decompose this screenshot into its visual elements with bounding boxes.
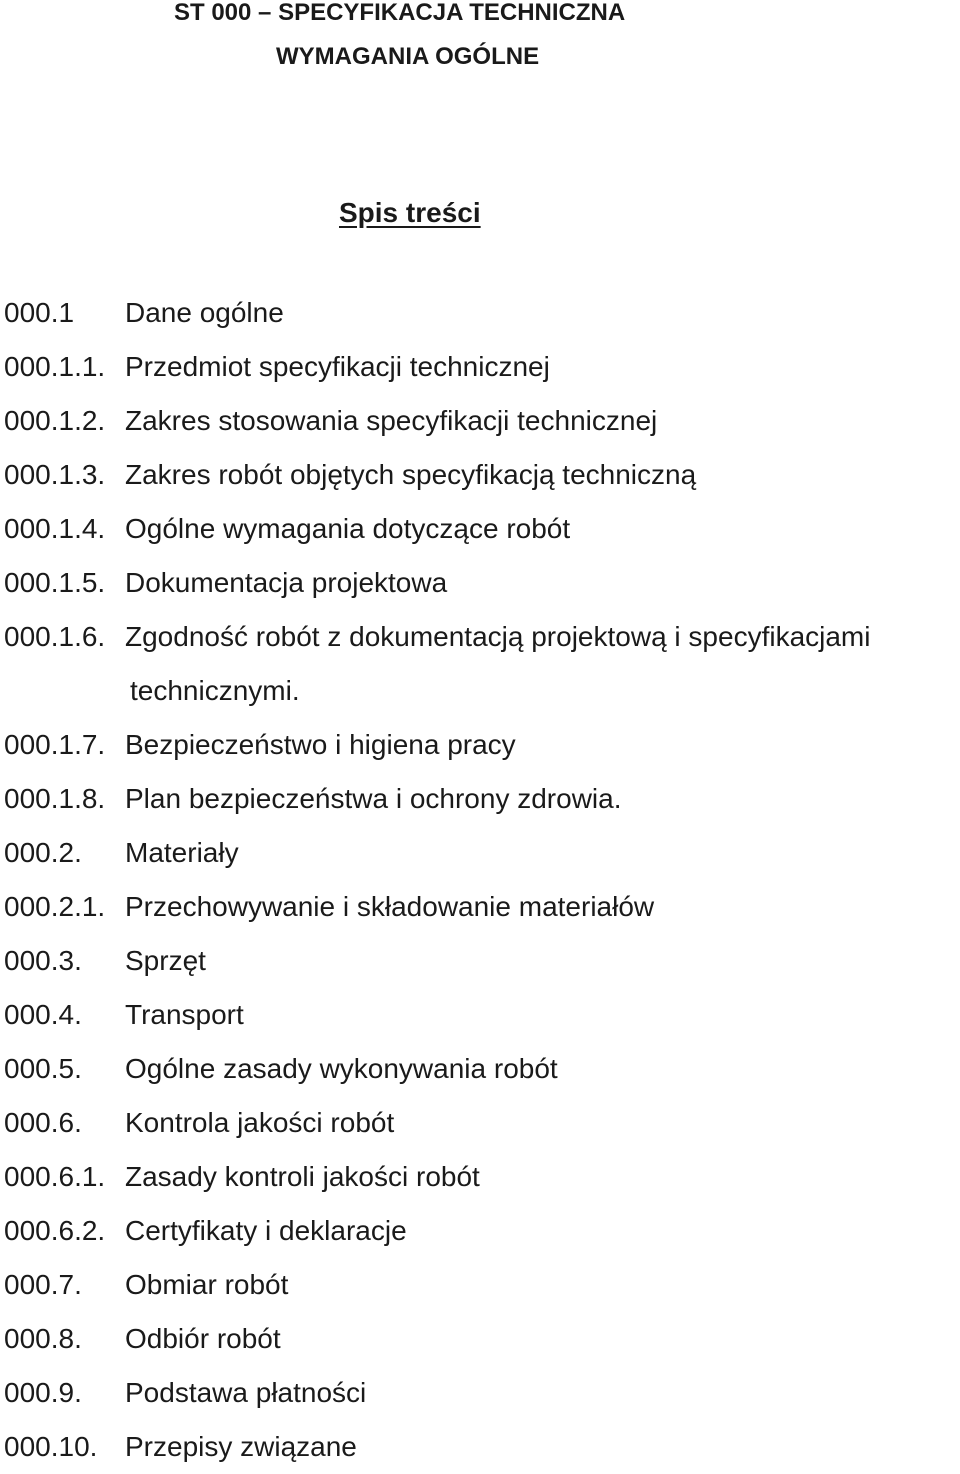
toc-entry-continuation[interactable]: [0, 664, 960, 718]
toc-entry-number: 000.1.2.: [4, 405, 106, 436]
toc-entry[interactable]: [0, 880, 960, 934]
toc-entry-number: 000.6.2.: [4, 1215, 106, 1246]
toc-entry-number: 000.7.: [4, 1269, 82, 1300]
toc-entry-label: Dokumentacja projektowa: [125, 567, 448, 598]
toc-entry-label: Przepisy związane: [125, 1431, 357, 1462]
toc-entry[interactable]: [0, 394, 960, 448]
document-header-subtitle: WYMAGANIA OGÓLNE: [276, 43, 540, 70]
toc-entry[interactable]: [0, 718, 960, 772]
toc-entry-label: Ogólne zasady wykonywania robót: [125, 1053, 558, 1084]
toc-entry-number: 000.1.7.: [4, 729, 106, 760]
toc-entry-label: Przechowywanie i składowanie materiałów: [125, 891, 655, 922]
toc-entry[interactable]: [0, 1312, 960, 1366]
toc-entry-number: 000.2.: [4, 837, 82, 868]
toc-entry[interactable]: [0, 826, 960, 880]
toc-entry-number: 000.2.1.: [4, 891, 106, 922]
toc-entry-label: Zasady kontroli jakości robót: [125, 1161, 480, 1192]
toc-entry-label: Transport: [125, 999, 244, 1030]
toc-entry-label: Zakres robót objętych specyfikacją techniczną: [125, 459, 697, 490]
toc-entry[interactable]: [0, 1258, 960, 1312]
toc-entry[interactable]: [0, 1420, 960, 1474]
toc-entry[interactable]: [0, 1150, 960, 1204]
toc-entry-label: Kontrola jakości robót: [125, 1107, 395, 1138]
toc-entry-label: Bezpieczeństwo i higiena pracy: [125, 729, 516, 760]
toc-entry-label: technicznymi.: [130, 675, 300, 706]
toc-entry-number: 000.1.1.: [4, 351, 106, 382]
toc-entry-label: Materiały: [125, 837, 239, 868]
toc-entry-label: Sprzęt: [125, 945, 206, 976]
toc-entry-number: 000.3.: [4, 945, 82, 976]
toc-entry-number: 000.6.1.: [4, 1161, 106, 1192]
toc-entry[interactable]: [0, 556, 960, 610]
toc-entry[interactable]: [0, 610, 960, 664]
toc-entry-label: Podstawa płatności: [125, 1377, 367, 1408]
toc-entry-number: 000.1.4.: [4, 513, 106, 544]
toc-entry[interactable]: [0, 286, 960, 340]
toc-entry[interactable]: [0, 772, 960, 826]
toc-entry[interactable]: [0, 934, 960, 988]
toc-entry-label: Plan bezpieczeństwa i ochrony zdrowia.: [125, 783, 622, 814]
toc-entry[interactable]: [0, 1204, 960, 1258]
toc-entry-number: 000.4.: [4, 999, 82, 1030]
toc-entry-number: 000.1.6.: [4, 621, 106, 652]
toc-entry-number: 000.1.8.: [4, 783, 106, 814]
toc-entry[interactable]: [0, 502, 960, 556]
toc-entry-label: Odbiór robót: [125, 1323, 281, 1354]
toc-entry[interactable]: [0, 1042, 960, 1096]
toc-entry-number: 000.8.: [4, 1323, 82, 1354]
toc-entry-label: Obmiar robót: [125, 1269, 289, 1300]
toc-entry-label: Ogólne wymagania dotyczące robót: [125, 513, 571, 544]
toc-entry-number: 000.1.5.: [4, 567, 106, 598]
toc-title: Spis treści: [339, 197, 481, 228]
toc-entry-number: 000.6.: [4, 1107, 82, 1138]
toc-entry[interactable]: [0, 340, 960, 394]
toc-entry-number: 000.1: [4, 297, 75, 328]
toc-entry-number: 000.10.: [4, 1431, 98, 1462]
toc-entry-number: 000.1.3.: [4, 459, 106, 490]
toc-entry[interactable]: [0, 448, 960, 502]
toc-entry[interactable]: [0, 1096, 960, 1150]
document-header-title: ST 000 – SPECYFIKACJA TECHNICZNA: [174, 0, 626, 26]
toc-entry-label: Zakres stosowania specyfikacji technicznej: [125, 405, 658, 436]
toc-entry-label: Certyfikaty i deklaracje: [125, 1215, 407, 1246]
toc-entry[interactable]: [0, 988, 960, 1042]
toc-entry[interactable]: [0, 1366, 960, 1420]
toc-entry-number: 000.5.: [4, 1053, 82, 1084]
toc-entry-label: Dane ogólne: [125, 297, 284, 328]
toc-entry-label: Zgodność robót z dokumentacją projektową i specyfikacjami: [125, 621, 871, 652]
toc-entry-number: 000.9.: [4, 1377, 82, 1408]
toc-entry-label: Przedmiot specyfikacji technicznej: [125, 351, 550, 382]
